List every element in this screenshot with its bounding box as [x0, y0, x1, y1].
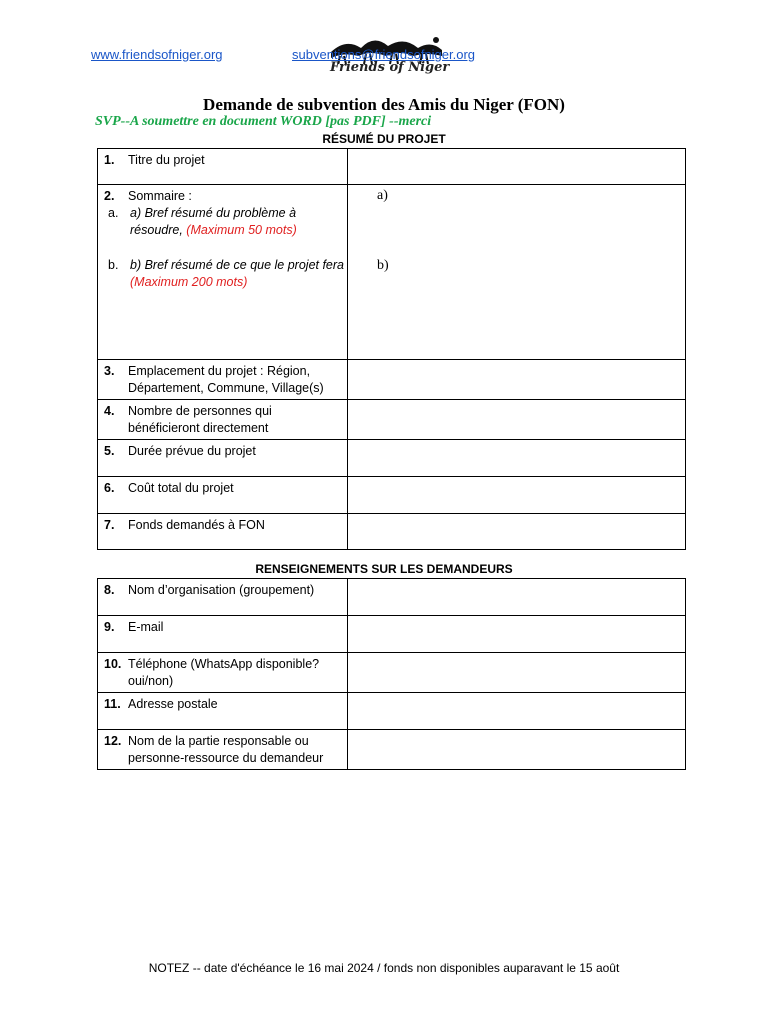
answer-field-postal-address[interactable]	[348, 693, 686, 730]
table-row	[98, 579, 686, 616]
answer-marker-a: a)	[377, 188, 388, 203]
row-number: 2.	[104, 189, 115, 203]
row-number: 9.	[104, 620, 115, 634]
answer-field-title[interactable]	[348, 149, 686, 185]
table-row	[98, 616, 686, 653]
row-label: Nom d’organisation (groupement)	[128, 583, 315, 597]
applicant-info-table	[97, 578, 686, 770]
answer-field-summary[interactable]	[348, 185, 686, 360]
answer-field-total-cost[interactable]	[348, 477, 686, 514]
table-row	[98, 400, 686, 440]
word-limit-b: (Maximum 200 mots)	[130, 275, 248, 289]
footer-note: NOTEZ -- date d'échéance le 16 mai 2024 / fonds non disponibles auparavant le 15 août	[148, 961, 620, 975]
row-number: 6.	[104, 481, 115, 495]
row-number: 4.	[104, 404, 115, 418]
row-number: 8.	[104, 583, 115, 597]
sub-text-b: b) Bref résumé de ce que le projet fera	[130, 258, 345, 272]
answer-field-email[interactable]	[348, 616, 686, 653]
row-number: 3.	[104, 364, 115, 378]
row-label: Titre du projet	[128, 153, 205, 167]
table-row	[98, 440, 686, 477]
row-label: Coût total du projet	[128, 481, 234, 495]
row-label: Durée prévue du projet	[128, 444, 256, 458]
row-number: 1.	[104, 153, 115, 167]
section-heading-project-summary: RÉSUMÉ DU PROJET	[322, 132, 446, 146]
website-link[interactable]: www.friendsofniger.org	[91, 47, 223, 62]
project-summary-table	[97, 148, 686, 550]
sub-text-a: a) Bref résumé du problème à résoudre,	[130, 206, 297, 237]
word-limit-a: (Maximum 50 mots)	[186, 223, 297, 237]
table-row	[98, 693, 686, 730]
logo-text: Friends of Niger	[330, 60, 450, 75]
answer-field-organization[interactable]	[348, 579, 686, 616]
row-label: E-mail	[128, 620, 164, 634]
table-row	[98, 149, 686, 185]
page-subtitle: SVP--A soumettre en document WORD [pas PDF] --merci	[95, 114, 432, 129]
table-row	[98, 514, 686, 550]
table-row	[98, 360, 686, 400]
row-label: Adresse postale	[128, 697, 218, 711]
answer-field-contact-person[interactable]	[348, 730, 686, 770]
row-label: Sommaire :	[128, 189, 192, 203]
answer-field-phone[interactable]	[348, 653, 686, 693]
row-label: Nom de la partie responsable ou personne-ressource du demandeur	[128, 734, 324, 765]
sub-marker-b: b.	[108, 258, 119, 272]
page-title: Demande de subvention des Amis du Niger (FON)	[203, 95, 565, 114]
table-row	[98, 477, 686, 514]
row-label: Téléphone (WhatsApp disponible? oui/non)	[128, 657, 320, 688]
row-number: 5.	[104, 444, 115, 458]
sub-marker-a: a.	[108, 206, 119, 220]
row-number: 11.	[104, 697, 121, 711]
answer-field-funds-requested[interactable]	[348, 514, 686, 550]
row-number: 12.	[104, 734, 122, 748]
row-label: Fonds demandés à FON	[128, 518, 265, 532]
table-row	[98, 653, 686, 693]
answer-field-beneficiaries[interactable]	[348, 400, 686, 440]
answer-field-duration[interactable]	[348, 440, 686, 477]
section-heading-applicant-info: RENSEIGNEMENTS SUR LES DEMANDEURS	[255, 562, 513, 576]
row-number: 7.	[104, 518, 115, 532]
row-label: Emplacement du projet : Région, Département, Commune, Village(s)	[128, 364, 324, 395]
table-row	[98, 185, 686, 360]
row-label: Nombre de personnes qui bénéficieront directement	[128, 404, 272, 435]
row-number: 10.	[104, 657, 122, 671]
email-link[interactable]: subventions@friendsofniger.org	[292, 47, 476, 62]
table-row	[98, 730, 686, 770]
answer-field-location[interactable]	[348, 360, 686, 400]
answer-marker-b: b)	[377, 258, 389, 273]
